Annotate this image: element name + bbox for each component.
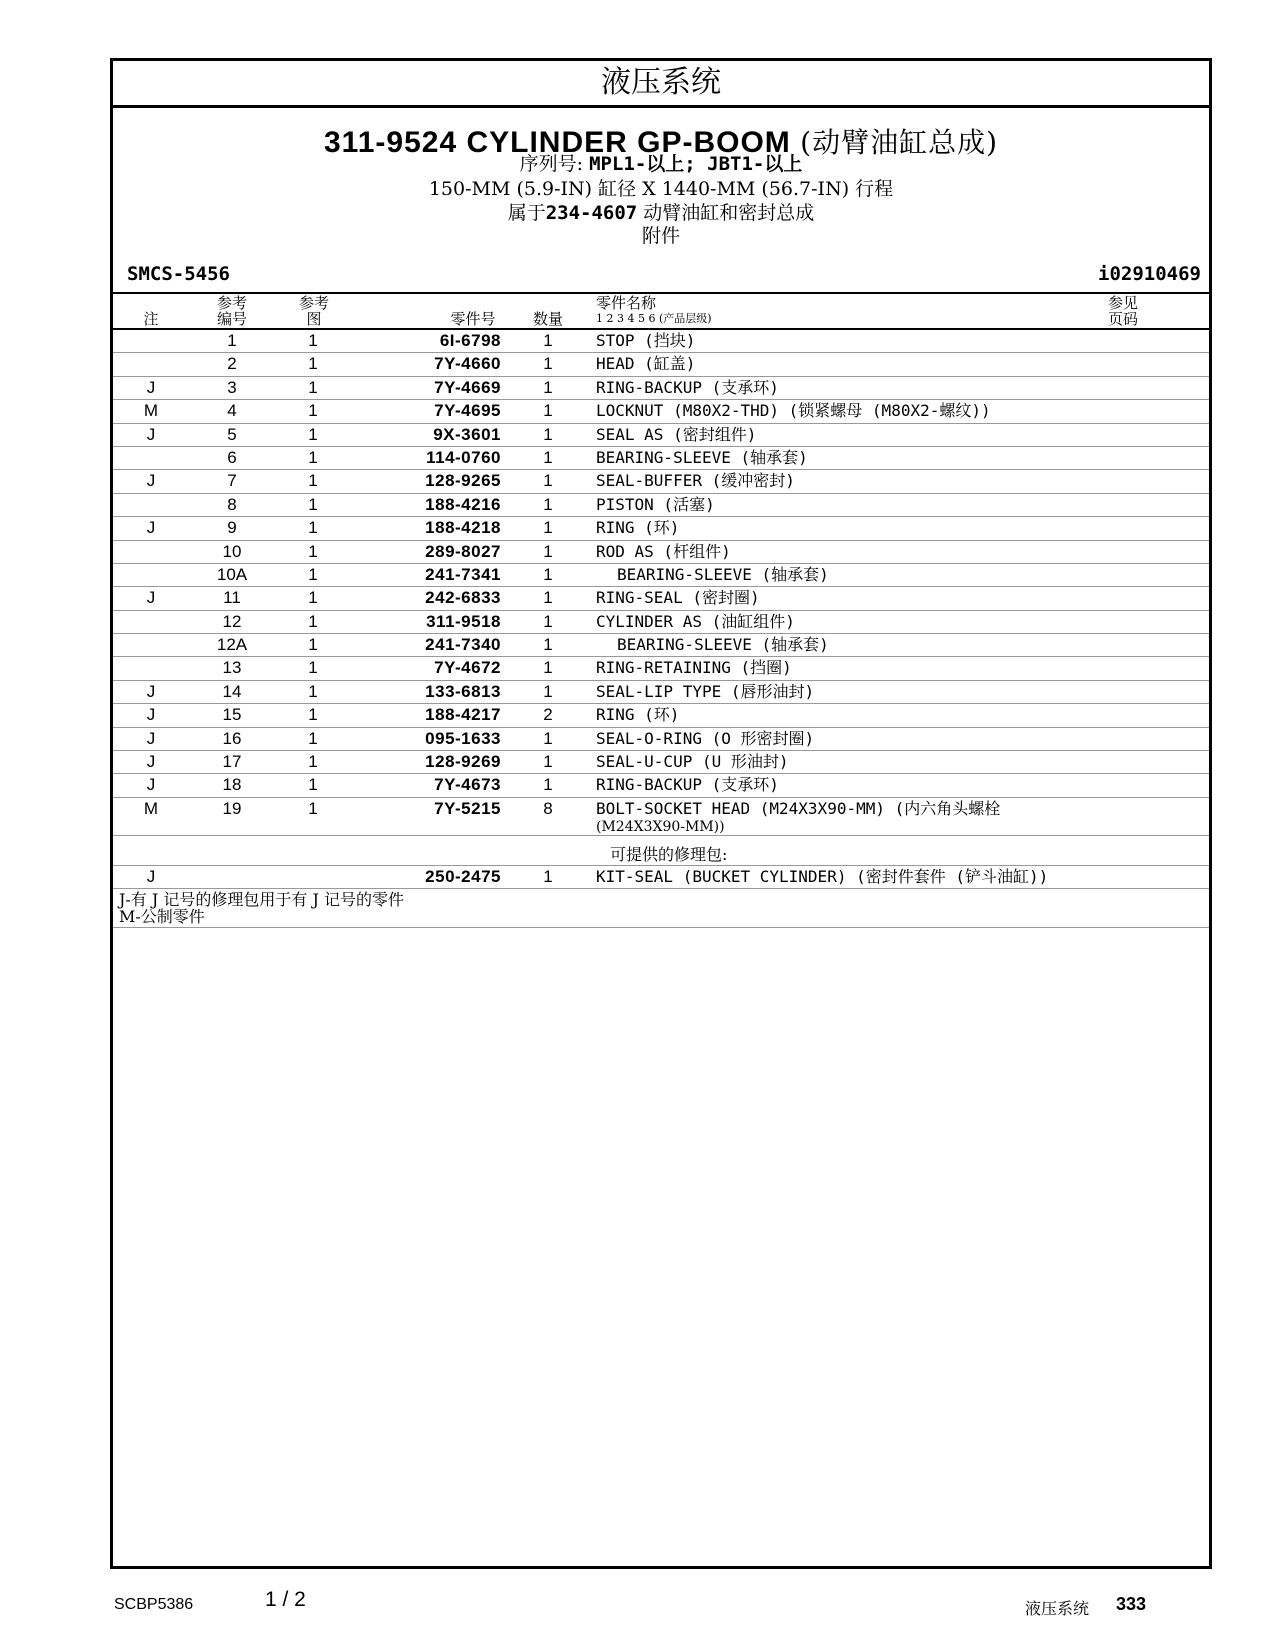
row-note: J (146, 471, 156, 491)
col-page-header (1105, 295, 1141, 327)
col-fig-header-2: 图 (306, 310, 322, 328)
row-part-number: 128-9265 (425, 471, 501, 491)
row-qty: 1 (543, 588, 553, 608)
row-part-number: 7Y-4669 (434, 377, 501, 397)
row-fig: 1 (308, 728, 318, 748)
footer-page-count: 1 / 2 (265, 1588, 306, 1611)
row-ref: 1 (227, 331, 237, 350)
kit-note: J (146, 866, 156, 886)
row-ref: 19 (222, 798, 242, 818)
table-row (113, 611, 1209, 634)
row-note: J (146, 424, 156, 444)
row-fig: 1 (308, 681, 318, 701)
row-fig: 1 (308, 541, 318, 561)
col-name-header-1: 零件名称 (596, 294, 657, 312)
row-qty: 1 (543, 752, 553, 772)
row-ref: 5 (227, 424, 237, 444)
row-part-number: 241-7341 (425, 564, 501, 584)
row-part-number: 7Y-4695 (434, 401, 501, 421)
row-note: M (143, 798, 159, 818)
row-part-number: 188-4216 (425, 494, 501, 514)
legend-m: M-公制零件 (119, 907, 205, 927)
row-fig: 1 (308, 377, 318, 397)
table-row (113, 751, 1209, 774)
row-name: BEARING-SLEEVE (轴承套) (617, 564, 829, 584)
illustration-id: i02910469 (1098, 263, 1201, 285)
row-ref: 10 (222, 541, 242, 561)
table-row (113, 564, 1209, 587)
row-note: J (146, 588, 156, 608)
footer-page-number: 333 (1116, 1594, 1147, 1614)
row-part-number: 289-8027 (425, 541, 501, 561)
row-qty: 1 (543, 471, 553, 491)
attachment-line: 附件 (641, 225, 680, 247)
footer-section: 液压系统 (1025, 1599, 1090, 1618)
belongs-to-number: 234-4607 (545, 202, 638, 224)
smcs-code: SMCS-5456 (127, 263, 230, 285)
row-part-number: 311-9518 (426, 611, 501, 631)
row-name-line2: (M24X3X90-MM)) (596, 818, 725, 835)
row-name: CYLINDER AS (油缸组件) (596, 611, 795, 631)
table-row (113, 424, 1209, 447)
row-name: ROD AS (杆组件) (596, 541, 731, 561)
row-name (596, 798, 1000, 834)
row-note: J (146, 705, 156, 725)
row-part-number: 128-9269 (425, 752, 501, 772)
kit-part-number: 250-2475 (425, 866, 501, 886)
row-part-number: 7Y-4673 (434, 775, 501, 795)
row-ref: 4 (227, 401, 237, 421)
parts-rows (113, 330, 1209, 798)
table-row (113, 377, 1209, 400)
row-name: RING-BACKUP (支承环) (596, 775, 779, 795)
row-part-number: 241-7340 (425, 635, 501, 655)
row-note: J (146, 728, 156, 748)
row-ref: 6 (227, 447, 237, 467)
table-row (113, 704, 1209, 727)
row-note: M (143, 401, 159, 421)
belongs-to-prefix: 属于 (507, 202, 546, 224)
row-part-number: 9X-3601 (433, 424, 501, 444)
dimensions-line: 150-MM (5.9-IN) 缸径 X 1440-MM (56.7-IN) 行程 (428, 178, 894, 200)
row-ref: 7 (227, 471, 237, 491)
col-part-header: 零件号 (450, 310, 496, 328)
row-name-line1: BOLT-SOCKET HEAD (M24X3X90-MM) (内六角头螺栓 (596, 798, 1001, 818)
row-fig: 1 (308, 331, 318, 350)
col-qty-header: 数量 (532, 310, 563, 328)
row-name: RING-BACKUP (支承环) (596, 377, 779, 397)
row-ref: 11 (223, 588, 241, 608)
part-title-number-name: 311-9524 CYLINDER GP-BOOM (324, 126, 791, 159)
row-qty: 1 (543, 331, 553, 350)
col-fig-header-1: 参考 (298, 294, 329, 312)
legend-j: J-有 J 记号的修理包用于有 J 记号的零件 (119, 890, 404, 910)
row-ref: 17 (222, 752, 242, 772)
header-divider (113, 292, 1209, 294)
row-qty: 1 (543, 635, 553, 655)
row-part-number: 133-6813 (425, 681, 501, 701)
row-part-number: 095-1633 (425, 728, 501, 748)
row-part-number: 6I-6798 (439, 331, 501, 350)
col-ref-header (209, 295, 255, 327)
row-fig: 1 (308, 424, 318, 444)
row-ref: 10A (216, 564, 248, 584)
table-row (113, 774, 1209, 797)
row-ref: 8 (227, 494, 237, 514)
table-row (113, 681, 1209, 704)
row-name: RING (环) (596, 518, 680, 538)
col-name-header-2: 1 2 3 4 5 6 (产品层级) (596, 312, 712, 325)
row-name: SEAL-U-CUP (U 形油封) (596, 752, 789, 772)
row-fig: 1 (308, 588, 318, 608)
row-qty: 1 (543, 658, 553, 678)
row-part-number: 188-4217 (425, 705, 501, 725)
row-qty: 1 (543, 424, 553, 444)
row-note: J (146, 377, 156, 397)
row-fig: 1 (308, 354, 318, 374)
row-fig: 1 (308, 611, 318, 631)
row-fig: 1 (308, 635, 318, 655)
footer-doc-id: SCBP5386 (114, 1596, 194, 1613)
row-qty: 8 (543, 798, 553, 818)
table-row (113, 798, 1209, 836)
table-row (113, 330, 1209, 353)
row-ref: 15 (222, 705, 242, 725)
belongs-to-suffix: 动臂油缸和密封总成 (637, 202, 815, 224)
serial-values: MPL1-以上; JBT1-以上 (589, 153, 803, 175)
table-row (113, 447, 1209, 470)
row-part-number: 188-4218 (425, 518, 501, 538)
row-qty: 1 (543, 681, 553, 701)
row-part-number: 7Y-4660 (434, 354, 501, 374)
kit-row (113, 866, 1209, 889)
col-note-header: 注 (143, 310, 159, 328)
serial-line (113, 149, 1209, 176)
row-fig: 1 (308, 494, 318, 514)
row-name: SEAL-O-RING (O 形密封圈) (596, 728, 815, 748)
col-ref-header-2: 编号 (216, 310, 247, 328)
col-fig-header (291, 295, 337, 327)
col-page-header-2: 页码 (1107, 310, 1138, 328)
row-part-number: 242-6833 (425, 588, 501, 608)
parts-table (113, 328, 1209, 928)
page-frame (110, 58, 1212, 1569)
table-row (113, 470, 1209, 493)
row-name: STOP (挡块) (596, 331, 696, 350)
row-fig: 1 (308, 658, 318, 678)
row-name: RING (环) (596, 705, 680, 725)
row-ref: 9 (227, 518, 237, 538)
section-title: 液压系统 (113, 61, 1209, 108)
row-part-number: 7Y-4672 (434, 658, 501, 678)
table-row (113, 353, 1209, 376)
row-fig: 1 (308, 471, 318, 491)
row-fig: 1 (308, 798, 318, 818)
table-row (113, 541, 1209, 564)
row-qty: 1 (543, 494, 553, 514)
kit-qty: 1 (543, 866, 553, 886)
table-row (113, 494, 1209, 517)
row-fig: 1 (308, 705, 318, 725)
row-qty: 1 (543, 775, 553, 795)
row-note: J (146, 518, 156, 538)
row-ref: 18 (222, 775, 242, 795)
part-title-cn: (动臂油缸总成) (800, 126, 998, 159)
row-ref: 16 (222, 728, 242, 748)
row-qty: 1 (543, 401, 553, 421)
table-row (113, 517, 1209, 540)
row-fig: 1 (308, 518, 318, 538)
row-qty: 1 (543, 728, 553, 748)
row-note: J (146, 775, 156, 795)
row-ref: 14 (222, 681, 242, 701)
table-row (113, 634, 1209, 657)
row-qty: 1 (543, 518, 553, 538)
row-qty: 1 (543, 564, 553, 584)
row-part-number: 114-0760 (426, 447, 501, 467)
col-page-header-1: 参见 (1107, 294, 1138, 312)
row-name: SEAL-LIP TYPE (唇形油封) (596, 681, 815, 701)
row-fig: 1 (308, 775, 318, 795)
col-name-header (596, 295, 712, 327)
row-note: J (146, 752, 156, 772)
row-name: HEAD (缸盖) (596, 354, 696, 374)
row-qty: 1 (543, 377, 553, 397)
row-name: BEARING-SLEEVE (轴承套) (596, 447, 808, 467)
legend (113, 889, 1209, 928)
row-fig: 1 (308, 401, 318, 421)
row-fig: 1 (308, 564, 318, 584)
row-qty: 1 (543, 354, 553, 374)
row-note: J (146, 681, 156, 701)
row-name: SEAL-BUFFER (缓冲密封) (596, 471, 795, 491)
row-name: PISTON (活塞) (596, 494, 715, 514)
row-name: SEAL AS (密封组件) (596, 424, 757, 444)
row-ref: 3 (227, 377, 237, 397)
table-row (113, 400, 1209, 423)
row-qty: 1 (543, 541, 553, 561)
table-row (113, 587, 1209, 610)
table-row (113, 657, 1209, 680)
kit-header-label: 可提供的修理包: (610, 844, 728, 864)
row-name: RING-SEAL (密封圈) (596, 588, 760, 608)
row-ref: 2 (227, 354, 237, 374)
kit-header (113, 836, 1209, 866)
row-qty: 2 (543, 705, 553, 725)
row-ref: 12 (222, 611, 242, 631)
row-qty: 1 (543, 611, 553, 631)
serial-label: 序列号: (519, 153, 584, 175)
table-row (113, 728, 1209, 751)
row-ref: 13 (222, 658, 242, 678)
row-name: BEARING-SLEEVE (轴承套) (617, 635, 829, 655)
row-part-number: 7Y-5215 (434, 798, 501, 818)
row-qty: 1 (543, 447, 553, 467)
row-fig: 1 (308, 752, 318, 772)
row-name: RING-RETAINING (挡圈) (596, 658, 792, 678)
kit-name: KIT-SEAL (BUCKET CYLINDER) (密封件套件 (铲斗油缸)) (596, 866, 1049, 886)
row-name: LOCKNUT (M80X2-THD) (锁紧螺母 (M80X2-螺纹)) (596, 401, 991, 421)
col-ref-header-1: 参考 (216, 294, 247, 312)
row-fig: 1 (308, 447, 318, 467)
row-ref: 12A (216, 635, 248, 655)
